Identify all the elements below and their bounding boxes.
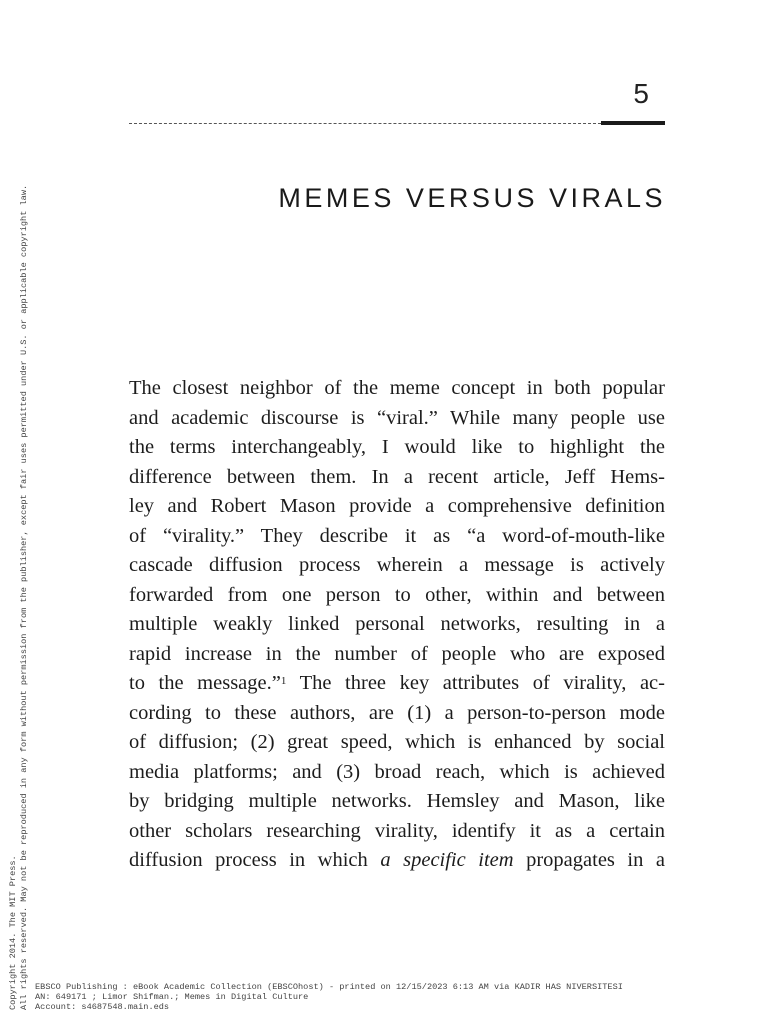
text-line: The closest neighbor of the meme concept in both popular xyxy=(129,377,665,399)
body-paragraph xyxy=(129,374,665,876)
footer-line: AN: 649171 ; Limor Shifman.; Memes in Digital Culture xyxy=(35,992,309,1002)
text-line-with-italic xyxy=(129,846,665,876)
text-line: cascade diffusion process wherein a message is actively xyxy=(129,554,665,576)
text-line: rapid increase in the number of people who are exposed xyxy=(129,642,665,665)
text-fragment: to the message.” xyxy=(129,672,281,694)
text-fragment: The three key attributes of virality, ac- xyxy=(286,672,665,694)
text-line: cording to these authors, are (1) a person-to-person mode xyxy=(129,701,665,724)
text-line: ley and Robert Mason provide a comprehensive definition xyxy=(129,495,665,517)
text-line: and academic discourse is “viral.” While many people use xyxy=(129,406,665,429)
italic-phrase: a specific item xyxy=(380,849,514,871)
text-line: other scholars researching virality, identify it as a certain xyxy=(129,819,665,842)
footer-line: EBSCO Publishing : eBook Academic Collection (EBSCOhost) - printed on 12/15/2023 6:13 AM via KADIR HAS NIVERSITESI xyxy=(35,982,623,992)
text-fragment: diffusion process in which xyxy=(129,849,381,871)
side-copyright-notice xyxy=(8,185,30,1010)
copyright-line: Copyright 2014. The MIT Press. xyxy=(8,855,18,1010)
chapter-number: 5 xyxy=(633,78,650,109)
text-line: the terms interchangeably, I would like to highlight the xyxy=(129,436,665,458)
header-dashed-rule xyxy=(129,123,601,124)
text-line: by bridging multiple networks. Hemsley and Mason, like xyxy=(129,790,665,812)
text-line: difference between them. In a recent article, Jeff Hems- xyxy=(129,465,665,488)
footnote-marker[interactable]: 1 xyxy=(280,675,287,687)
text-line: multiple weakly linked personal networks, resulting in a xyxy=(129,613,665,635)
chapter-title: MEMES VERSUS VIRALS xyxy=(278,183,666,213)
print-footer xyxy=(35,982,623,1012)
rights-line: All rights reserved. May not be reproduced in any form without permission from the publisher, except fair uses permitted under U.S. or applicable copyright law. xyxy=(19,184,29,1010)
text-fragment: propagates in a xyxy=(513,849,666,871)
text-line: media platforms; and (3) broad reach, which is achieved xyxy=(129,760,665,783)
text-line: of diffusion; (2) great speed, which is enhanced by social xyxy=(129,731,665,753)
text-line-with-footnote xyxy=(129,669,665,699)
header-solid-rule xyxy=(601,121,665,125)
text-line: of “virality.” They describe it as “a word-of-mouth-like xyxy=(129,524,665,547)
text-line: forwarded from one person to other, within and between xyxy=(129,583,665,606)
footer-line: Account: s4687548.main.eds xyxy=(35,1002,170,1012)
